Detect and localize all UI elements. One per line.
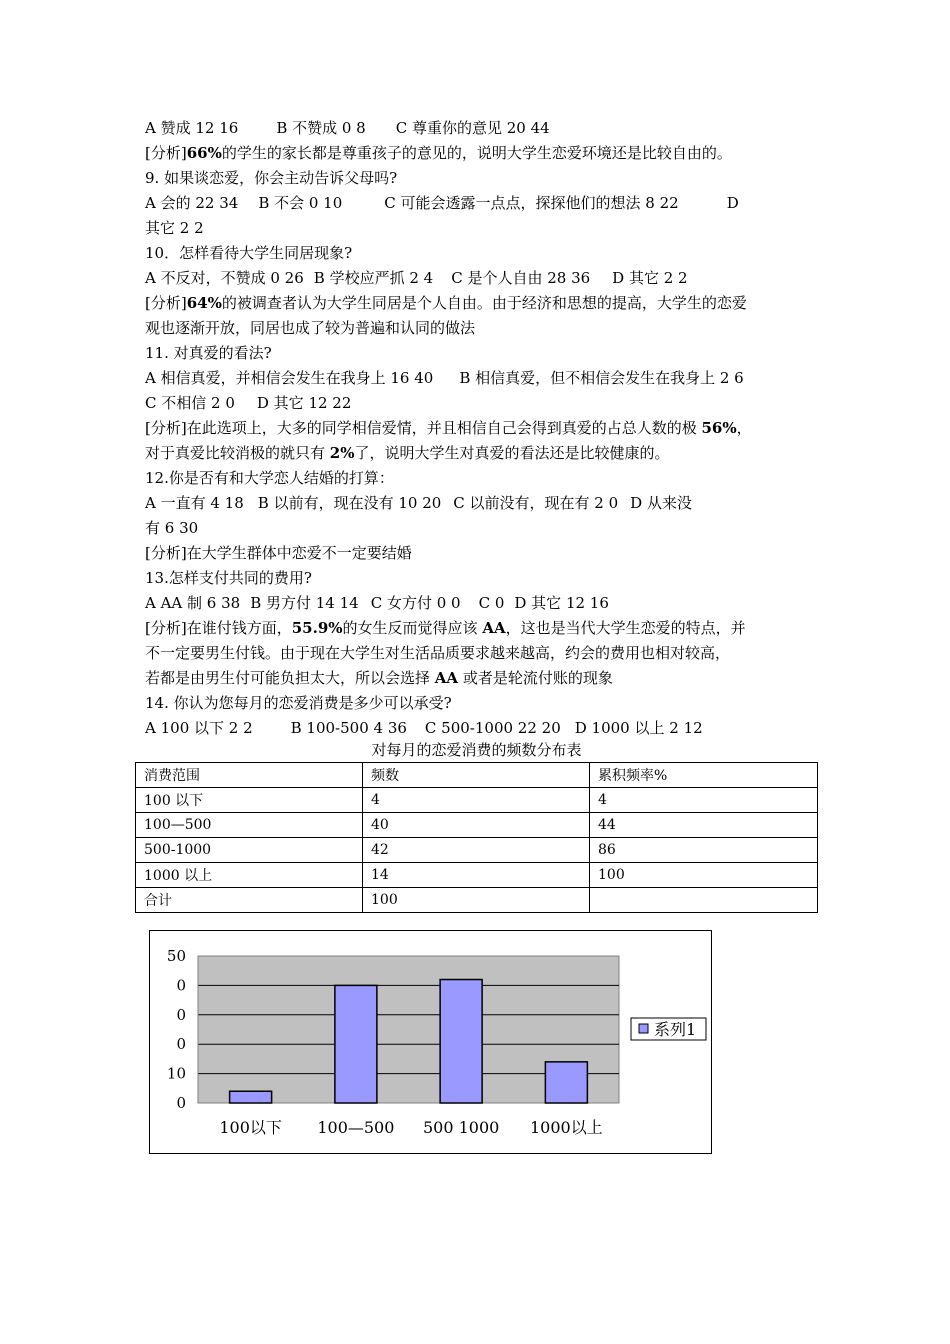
option-text: B 学校应严抓 2 4 bbox=[313, 269, 434, 287]
bold-figure: 66% bbox=[186, 144, 222, 162]
line-text: 观也逐渐开放，同居也成了较为普遍和认同的做法 bbox=[145, 319, 476, 337]
x-tick-label: 100以下 bbox=[219, 1118, 282, 1137]
y-tick-label: 0 bbox=[176, 1005, 186, 1024]
table-cell: 100 以下 bbox=[136, 788, 363, 813]
q12-question bbox=[145, 468, 810, 488]
bold-figure: 64% bbox=[186, 294, 222, 312]
option-text: C 0 bbox=[478, 594, 505, 612]
table-cell: 合计 bbox=[136, 888, 363, 913]
option-text: C 500-1000 22 20 bbox=[424, 719, 561, 737]
line-text: 13.怎样支付共同的费用? bbox=[145, 569, 312, 587]
bar-chart bbox=[149, 930, 712, 1154]
q10-analysis-2 bbox=[145, 318, 810, 338]
analysis-label: [分析] bbox=[145, 544, 187, 562]
q8-analysis bbox=[145, 143, 810, 163]
table-header-cell: 消费范围 bbox=[136, 763, 363, 788]
analysis-label: [分析] bbox=[145, 144, 187, 162]
option-text: B 男方付 14 14 bbox=[250, 594, 359, 612]
table-header-cell: 累积频率% bbox=[590, 763, 818, 788]
q9-options-2 bbox=[145, 218, 810, 238]
line-text: ，这也是当代大学生恋爱的特点，并 bbox=[505, 619, 746, 637]
q8-options bbox=[145, 118, 810, 138]
table-cell: 44 bbox=[590, 813, 818, 838]
line-text: 在大学生群体中恋爱不一定要结婚 bbox=[186, 544, 412, 562]
bar-4 bbox=[545, 1062, 587, 1103]
q14-options bbox=[145, 718, 810, 738]
option-text: B 不会 0 10 bbox=[258, 194, 343, 212]
line-text: ， bbox=[736, 419, 752, 437]
option-text: B 100-500 4 36 bbox=[290, 719, 407, 737]
x-tick-label: 100—500 bbox=[317, 1118, 395, 1137]
legend-label: 系列1 bbox=[654, 1020, 697, 1039]
analysis-label: [分析] bbox=[145, 294, 187, 312]
bar-2 bbox=[335, 985, 377, 1103]
table-caption: 对每月的恋爱消费的频数分布表 bbox=[371, 741, 582, 759]
x-tick-label: 1000以上 bbox=[530, 1118, 603, 1137]
bold-figure: 56% bbox=[701, 419, 737, 437]
table-cell: 40 bbox=[363, 813, 590, 838]
table-cell bbox=[590, 888, 818, 913]
table-cell: 100 bbox=[363, 888, 590, 913]
bold-figure: 55.9% bbox=[291, 619, 343, 637]
option-text: C 尊重你的意见 20 44 bbox=[395, 119, 550, 137]
y-tick-label: 0 bbox=[176, 976, 186, 995]
option-text: A AA 制 6 38 bbox=[145, 594, 241, 612]
line-text: 若都是由男生付可能负担太大，所以会选择 bbox=[145, 669, 435, 687]
y-tick-label: 0 bbox=[176, 1035, 186, 1054]
q10-analysis-1 bbox=[145, 293, 810, 313]
q13-analysis-1 bbox=[145, 618, 810, 638]
bold-figure: AA bbox=[482, 619, 506, 637]
line-text: 不一定要男生付钱。由于现在大学生对生活品质要求越来越高，约会的费用也相对较高， bbox=[145, 644, 731, 662]
line-text: 的女生反而觉得应该 bbox=[342, 619, 483, 637]
table-cell: 1000 以上 bbox=[136, 863, 363, 888]
x-tick-label: 500 1000 bbox=[422, 1118, 500, 1137]
q13-analysis-2 bbox=[145, 643, 810, 663]
line-text: 14. 你认为您每月的恋爱消费是多少可以承受? bbox=[145, 694, 452, 712]
bold-figure: AA bbox=[434, 669, 459, 687]
q11-options-1 bbox=[145, 368, 810, 388]
q10-options bbox=[145, 268, 810, 288]
option-text: A 会的 22 34 bbox=[145, 194, 239, 212]
line-text: 12.你是否有和大学恋人结婚的打算： bbox=[145, 469, 394, 487]
line-text: 在谁付钱方面， bbox=[186, 619, 292, 637]
line-text: 或者是轮流付账的现象 bbox=[458, 669, 613, 687]
line-text: 了，说明大学生对真爱的看法还是比较健康的。 bbox=[354, 444, 670, 462]
table-cell: 14 bbox=[363, 863, 590, 888]
option-text: D bbox=[726, 194, 739, 212]
line-text: 11. 对真爱的看法? bbox=[145, 344, 272, 362]
q14-question bbox=[145, 693, 810, 713]
analysis-label: [分析] bbox=[145, 419, 187, 437]
table-row bbox=[136, 863, 818, 888]
option-text: D 其它 2 2 bbox=[612, 269, 688, 287]
option-text: C 是个人自由 28 36 bbox=[451, 269, 591, 287]
y-tick-label: 50 bbox=[166, 947, 186, 965]
option-text: A 100 以下 2 2 bbox=[145, 719, 253, 737]
option-text: B 相信真爱，但不相信会发生在我身上 2 6 bbox=[459, 369, 744, 387]
table-cell: 42 bbox=[363, 838, 590, 863]
table-header-cell: 频数 bbox=[363, 763, 590, 788]
option-text: B 以前有，现在没有 10 20 bbox=[257, 494, 442, 512]
line-text: 其它 2 2 bbox=[145, 219, 204, 237]
line-text: 在此选项上，大多的同学相信爱情，并且相信自己会得到真爱的占总人数的极 bbox=[186, 419, 702, 437]
table-cell: 86 bbox=[590, 838, 818, 863]
option-text: B 不赞成 0 8 bbox=[276, 119, 366, 137]
table-row bbox=[136, 888, 818, 913]
option-text: A 不反对，不赞成 0 26 bbox=[145, 269, 304, 287]
option-text: C 女方付 0 0 bbox=[370, 594, 461, 612]
legend-swatch bbox=[639, 1024, 648, 1033]
table-cell: 100 bbox=[590, 863, 818, 888]
q12-options-2 bbox=[145, 518, 810, 538]
y-tick-label: 10 bbox=[166, 1064, 186, 1083]
y-tick-label: 0 bbox=[176, 1094, 186, 1112]
table-cell: 4 bbox=[590, 788, 818, 813]
line-text: 10．怎样看待大学生同居现象? bbox=[145, 244, 353, 262]
q12-analysis bbox=[145, 543, 810, 563]
frequency-table bbox=[135, 762, 818, 913]
q10-question bbox=[145, 243, 810, 263]
q9-question bbox=[145, 168, 810, 188]
option-text: C 不相信 2 0 bbox=[145, 394, 235, 412]
table-row bbox=[136, 813, 818, 838]
q11-options-2 bbox=[145, 393, 810, 413]
bar-3 bbox=[440, 980, 482, 1103]
q11-analysis-2 bbox=[145, 443, 810, 463]
line-text: 9. 如果谈恋爱，你会主动告诉父母吗? bbox=[145, 169, 398, 187]
chart-canvas bbox=[150, 931, 711, 1153]
option-text: D 其它 12 16 bbox=[514, 594, 609, 612]
table-row bbox=[136, 838, 818, 863]
analysis-label: [分析] bbox=[145, 619, 187, 637]
q11-question bbox=[145, 343, 810, 363]
line-text: 的学生的家长都是尊重孩子的意见的，说明大学生恋爱环境还是比较自由的。 bbox=[221, 144, 732, 162]
q13-options bbox=[145, 593, 810, 613]
option-text: C 以前没有，现在有 2 0 bbox=[453, 494, 619, 512]
table-row bbox=[136, 788, 818, 813]
option-text: D 其它 12 22 bbox=[256, 394, 352, 412]
q12-options-1 bbox=[145, 493, 810, 513]
table-cell: 500-1000 bbox=[136, 838, 363, 863]
option-text: A 相信真爱，并相信会发生在我身上 16 40 bbox=[145, 369, 434, 387]
line-text: 的被调查者认为大学生同居是个人自由。由于经济和思想的提高，大学生的恋爱 bbox=[221, 294, 747, 312]
q9-options-1 bbox=[145, 193, 810, 213]
bold-figure: 2% bbox=[329, 444, 355, 462]
q11-analysis-1 bbox=[145, 418, 810, 438]
bar-1 bbox=[230, 1091, 272, 1103]
option-text: C 可能会透露一点点，探探他们的想法 8 22 bbox=[384, 194, 679, 212]
q13-question bbox=[145, 568, 810, 588]
line-text: 有 6 30 bbox=[145, 519, 199, 537]
table-cell: 100—500 bbox=[136, 813, 363, 838]
option-text: D 1000 以上 2 12 bbox=[574, 719, 703, 737]
option-text: A 一直有 4 18 bbox=[145, 494, 244, 512]
q13-analysis-3 bbox=[145, 668, 810, 688]
table-header-row bbox=[136, 763, 818, 788]
option-text: D 从来没 bbox=[630, 494, 692, 512]
line-text: 对于真爱比较消极的就只有 bbox=[145, 444, 330, 462]
option-text: A 赞成 12 16 bbox=[145, 119, 239, 137]
table-cell: 4 bbox=[363, 788, 590, 813]
